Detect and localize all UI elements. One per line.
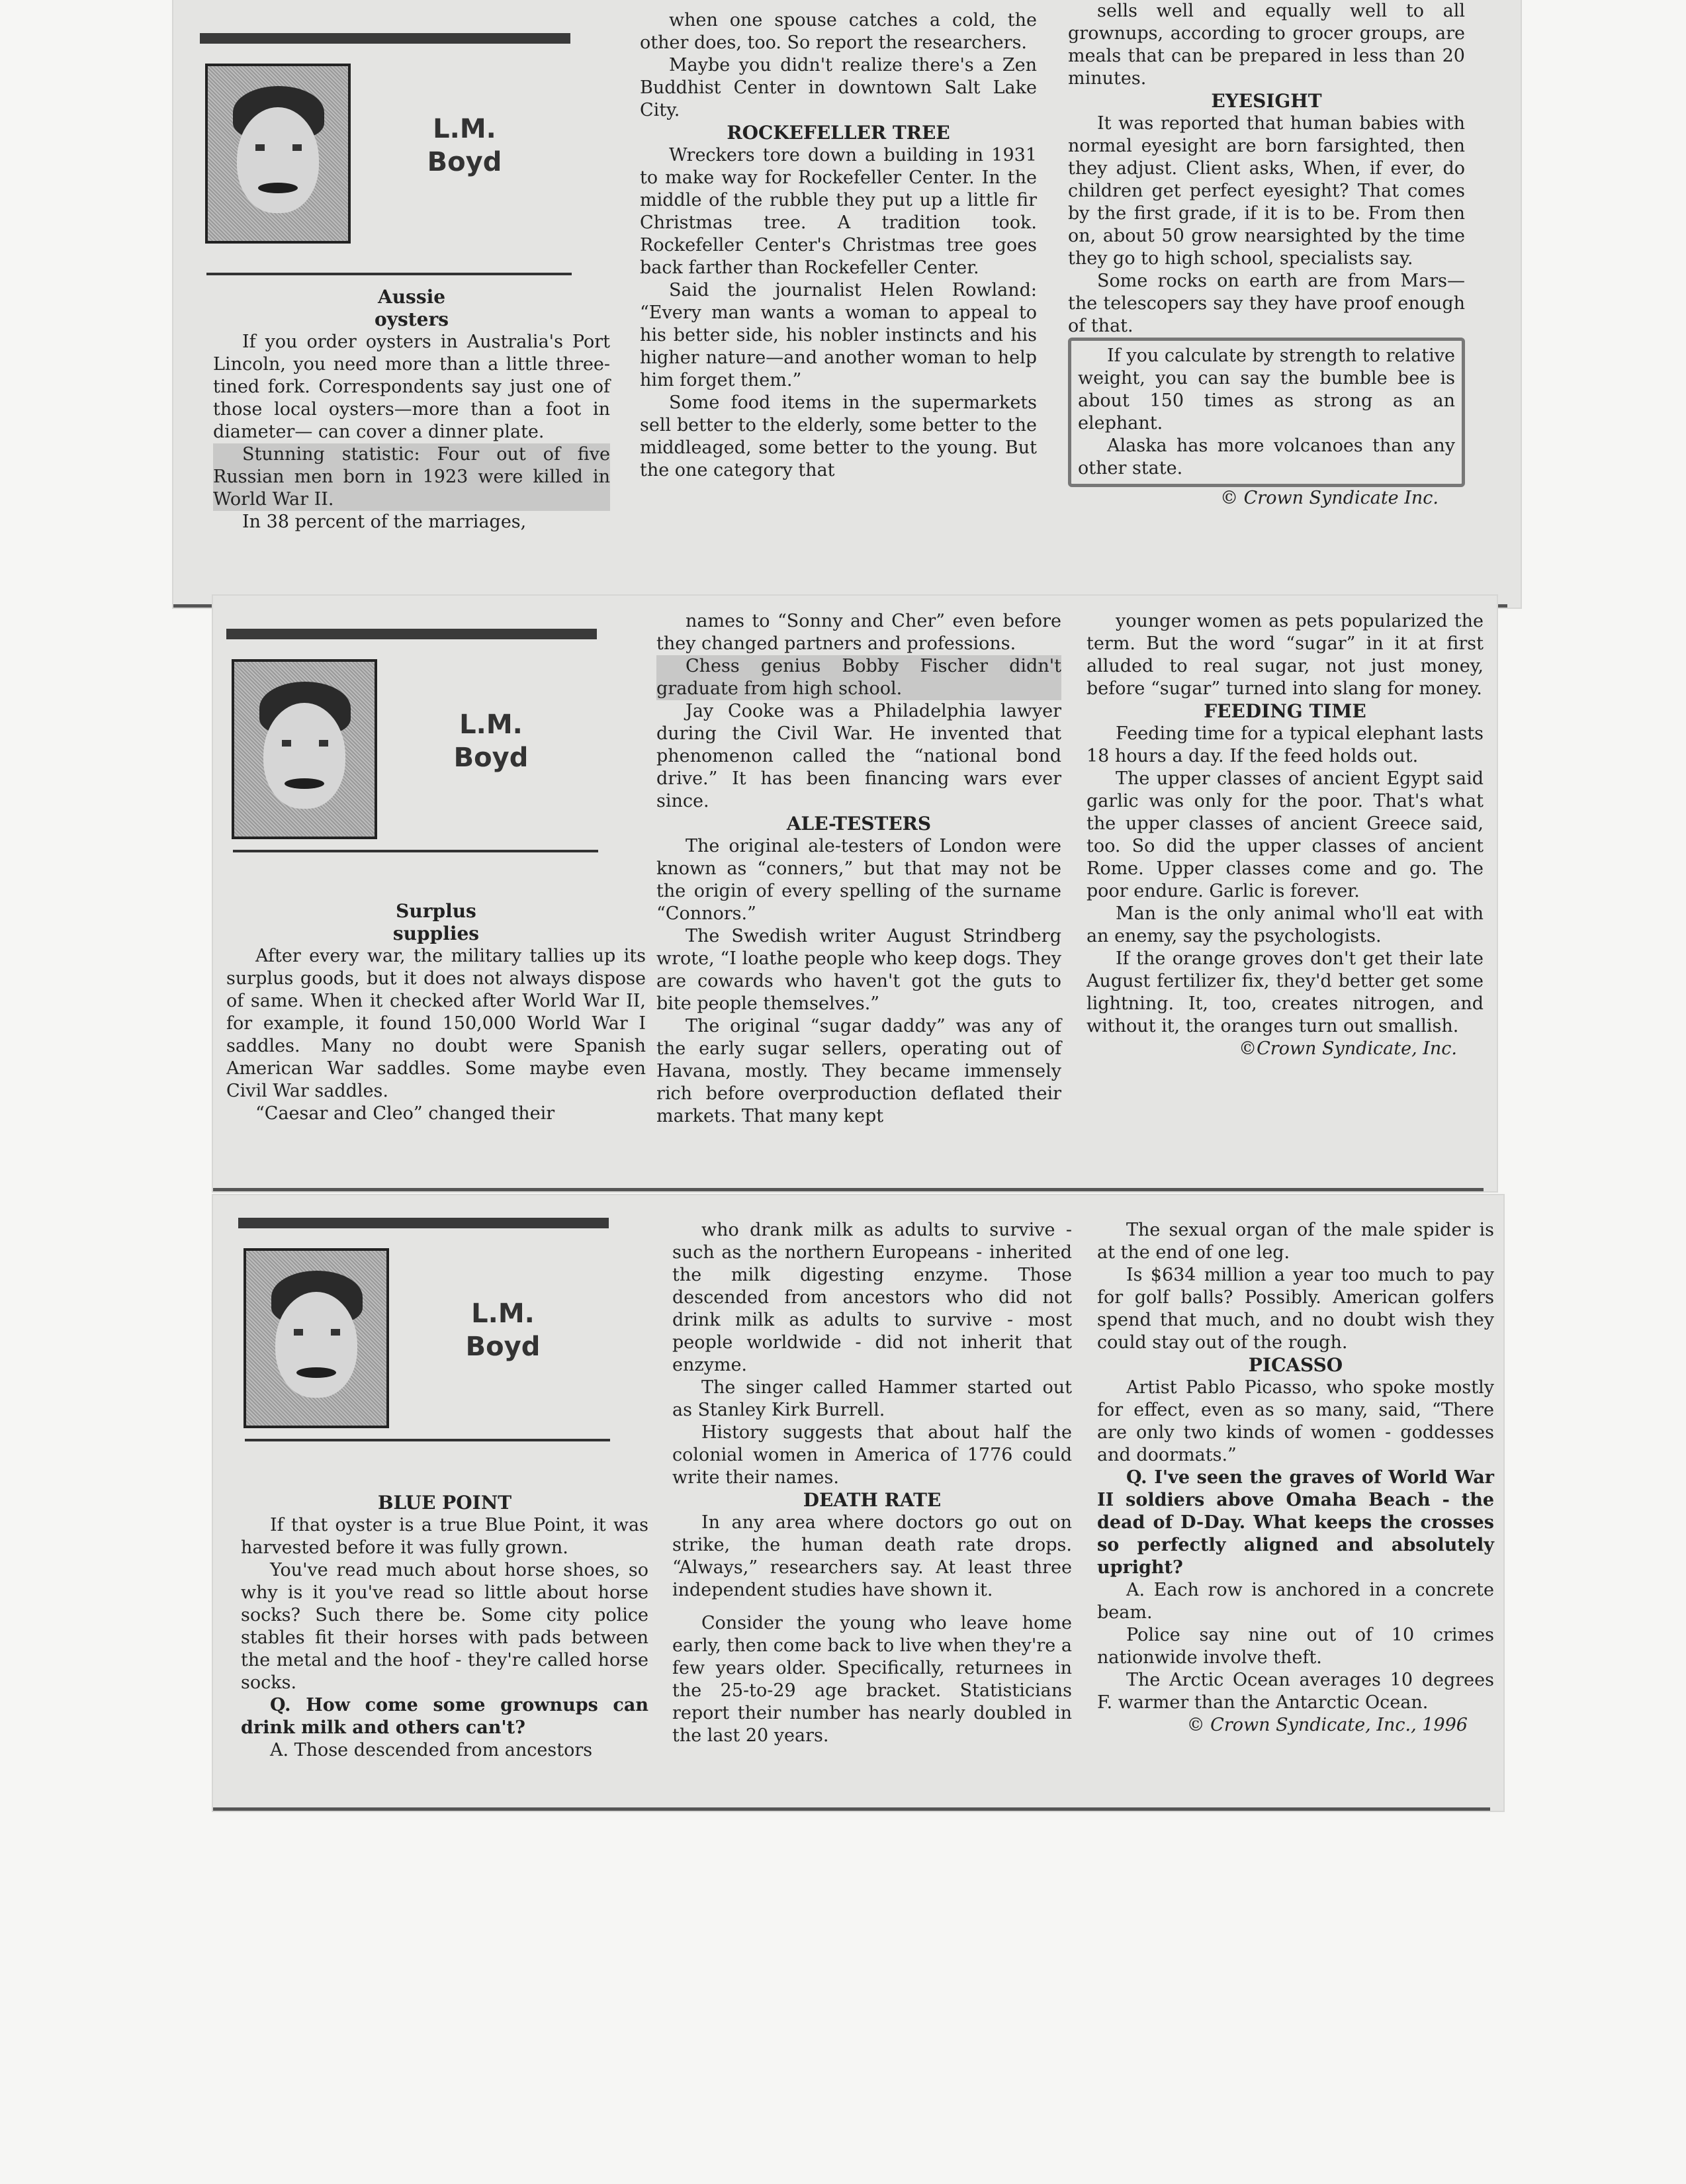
paragraph: Some rocks on earth are from Mars—the telescopers say they have proof enough of that. bbox=[1068, 271, 1465, 336]
photo-mustache bbox=[296, 1367, 336, 1378]
paragraph: Police say nine out of 10 crimes nationwide involve theft. bbox=[1097, 1625, 1494, 1668]
paragraph: After every war, the military tallies up its surplus goods, but it does not always dispose of same. When it checked after World War II, for example, it found 150,000 World War I saddles. Many no doubt were Spanish American War saddles. Some maybe even Civil War saddles. bbox=[226, 946, 646, 1101]
photo-mustache bbox=[258, 183, 298, 193]
paragraph: Consider the young who leave home early, then come back to live when they're a few years older. Specifically, returnees in the 25-to-29 age bracket. Statisticians report their number has nearly doubled in the last 20 years. bbox=[672, 1613, 1072, 1746]
paragraph: If that oyster is a true Blue Point, it was harvested before it was fully grown. bbox=[241, 1515, 648, 1558]
paragraph: The sexual organ of the male spider is at the end of one leg. bbox=[1097, 1220, 1494, 1263]
header-rule bbox=[245, 1439, 610, 1441]
photo-mustache bbox=[285, 778, 324, 789]
author-byline: L.M. Boyd bbox=[453, 709, 529, 773]
headline: supplies bbox=[392, 923, 480, 944]
photo-face bbox=[275, 1292, 357, 1398]
paragraph: The Swedish writer August Strindberg wrote, “I loathe people who keep dogs. They are cowards who haven't got the guts to bite people themselves.” bbox=[656, 926, 1061, 1014]
photo-face bbox=[263, 703, 345, 809]
header-bar bbox=[200, 33, 570, 44]
paragraph: younger women as pets popularized the term. But the word “sugar” in it at first alluded to real sugar, not just money, before “sugar” turned into slang for money. bbox=[1087, 611, 1484, 699]
paragraph: Stunning statistic: Four out of five Russian men born in 1923 were killed in World War II. bbox=[213, 444, 610, 510]
paragraph: names to “Sonny and Cher” even before they changed partners and professions. bbox=[656, 611, 1061, 654]
headline: ROCKEFELLER TREE bbox=[727, 122, 950, 144]
clipping-1 bbox=[173, 0, 1521, 608]
paragraph: In 38 percent of the marriages, bbox=[242, 512, 527, 532]
paragraph: If you calculate by strength to relative weight, you can say the bumble bee is about 150 times as strong as an elephant. bbox=[1078, 345, 1455, 433]
paragraph: The Arctic Ocean averages 10 degrees F. warmer than the Antarctic Ocean. bbox=[1097, 1670, 1494, 1713]
column-3 bbox=[1068, 0, 1465, 510]
paragraph: Chess genius Bobby Fischer didn't graduate from high school. bbox=[656, 656, 1061, 699]
header-rule bbox=[206, 273, 572, 275]
paragraph: A. Those descended from ancestors bbox=[270, 1740, 593, 1760]
paragraph: The singer called Hammer started out as Stanley Kirk Burrell. bbox=[672, 1377, 1072, 1420]
paragraph: Alaska has more volcanoes than any other state. bbox=[1078, 435, 1455, 478]
clipping-2 bbox=[213, 596, 1497, 1191]
author-photo bbox=[205, 64, 351, 244]
paragraph: The upper classes of ancient Egypt said garlic was only for the poor. That's what the upper classes of ancient Greece said, too. So did the upper classes of ancient Rome. Upper classes come and go. The poor endure. Garlic is forever. bbox=[1087, 768, 1484, 901]
header-rule bbox=[233, 850, 598, 852]
paragraph: Is $634 million a year too much to pay for golf balls? Possibly. American golfers spend that much, and no doubt wish they could stay out of the rough. bbox=[1097, 1265, 1494, 1353]
photo-face bbox=[237, 107, 319, 213]
headline: Aussie bbox=[377, 286, 446, 308]
paragraph: The original ale-testers of London were known as “conners,” but that may not be the origin of every spelling of the surname “Connors.” bbox=[656, 836, 1061, 924]
paragraph: Artist Pablo Picasso, who spoke mostly for effect, even as so many, said, “There are only two kinds of women - goddesses and doormats.” bbox=[1097, 1377, 1494, 1465]
paragraph: Said the journalist Helen Rowland: “Every man wants a woman to appeal to his better side, his nobler instincts and his higher nature—and another woman to help him forget them.” bbox=[640, 280, 1037, 390]
paragraph: If the orange groves don't get their late August fertilizer fix, they'd better get some lightning. It, too, creates nitrogen, and without it, the oranges turn out smallish. bbox=[1087, 948, 1484, 1036]
paragraph: Man is the only animal who'll eat with an enemy, say the psychologists. bbox=[1087, 903, 1484, 946]
photo-eyes bbox=[282, 740, 328, 747]
paragraph: sells well and equally well to all grownups, according to grocer groups, are meals that can be prepared in less than 20 minutes. bbox=[1068, 1, 1465, 89]
headline: BLUE POINT bbox=[377, 1492, 512, 1514]
question: Q. How come some grownups can drink milk and others can't? bbox=[241, 1695, 648, 1738]
headline: FEEDING TIME bbox=[1204, 700, 1366, 722]
paragraph: If you order oysters in Australia's Port Lincoln, you need more than a little three-tined fork. Correspondents say just one of those local oysters—more than a foot in diameter— can cover a dinner plate. bbox=[213, 332, 610, 442]
headline: PICASSO bbox=[1248, 1354, 1343, 1376]
paragraph: “Caesar and Cleo” changed their bbox=[255, 1103, 555, 1124]
column-2 bbox=[656, 610, 1061, 1128]
header-bar bbox=[226, 629, 597, 639]
column-2 bbox=[640, 9, 1037, 482]
paragraph: In any area where doctors go out on strike, the human death rate drops. “Always,” researchers say. At least three independent studies have shown it. bbox=[672, 1512, 1072, 1600]
bottom-rule bbox=[213, 1807, 1490, 1811]
paragraph: You've read much about horse shoes, so why is it you've read so little about horse socks? Such there be. Some city police stables fit their horses with pads between the metal and the hoof - they're called horse socks. bbox=[241, 1560, 648, 1693]
paragraph: Wreckers tore down a building in 1931 to make way for Rockefeller Center. In the middle of the rubble they put up a little fir Christmas tree. A tradition took. Rockefeller Center's Christmas tree goes back farther than Rockefeller Center. bbox=[640, 145, 1037, 278]
column-1 bbox=[213, 286, 610, 533]
question: Q. I've seen the graves of World War II soldiers above Omaha Beach - the dead of D-Day. What keeps the crosses so perfectly aligned and absolutely upright? bbox=[1097, 1467, 1494, 1578]
column-3 bbox=[1087, 610, 1484, 1060]
bottom-rule bbox=[213, 1188, 1484, 1191]
author-byline: L.M. Boyd bbox=[427, 114, 502, 177]
paragraph: who drank milk as adults to survive - such as the northern Europeans - inherited the milk digesting enzyme. Those descended from ancestors who did not drink milk as adults to survive - most people worldwide - did not inherit that enzyme. bbox=[672, 1220, 1072, 1375]
paragraph: Maybe you didn't realize there's a Zen Buddhist Center in downtown Salt Lake City. bbox=[640, 55, 1037, 120]
column-1 bbox=[226, 900, 646, 1125]
author-photo bbox=[232, 659, 377, 839]
clipping-3 bbox=[213, 1195, 1503, 1811]
copyright-signature: ©Crown Syndicate, Inc. bbox=[1239, 1038, 1457, 1059]
paragraph: A. Each row is anchored in a concrete beam. bbox=[1097, 1580, 1494, 1623]
headline: oysters bbox=[375, 308, 449, 330]
paragraph: Feeding time for a typical elephant lasts 18 hours a day. If the feed holds out. bbox=[1087, 723, 1484, 766]
paragraph: It was reported that human babies with normal eyesight are born farsighted, then they adjust. Client asks, When, if ever, do children get perfect eyesight? That comes by the first grade, if it is to be. From then on, about 50 grow nearsighted by the time they go to high school, specialists say. bbox=[1068, 113, 1465, 269]
headline: Surplus bbox=[396, 900, 476, 922]
circled-passage bbox=[1068, 338, 1465, 487]
paragraph: History suggests that about half the colonial women in America of 1776 could write their names. bbox=[672, 1422, 1072, 1488]
column-2 bbox=[672, 1219, 1072, 1747]
headline: DEATH RATE bbox=[803, 1489, 942, 1511]
header-bar bbox=[238, 1218, 609, 1228]
paragraph: The original “sugar daddy” was any of the early sugar sellers, operating out of Havana, mostly. They became immensely rich before overproduction deflated their markets. That many kept bbox=[656, 1016, 1061, 1126]
copyright-signature: © Crown Syndicate, Inc., 1996 bbox=[1186, 1715, 1468, 1735]
author-byline: L.M. Boyd bbox=[465, 1298, 541, 1362]
paragraph: Some food items in the supermarkets sell better to the elderly, some better to the middleaged, some better to the young. But the one category that bbox=[640, 392, 1037, 480]
headline: ALE-TESTERS bbox=[786, 813, 932, 835]
photo-eyes bbox=[294, 1329, 340, 1336]
column-3 bbox=[1097, 1219, 1494, 1737]
paragraph: when one spouse catches a cold, the other does, too. So report the researchers. bbox=[640, 10, 1037, 53]
copyright-signature: © Crown Syndicate Inc. bbox=[1220, 488, 1439, 508]
column-1 bbox=[241, 1492, 648, 1762]
headline: EYESIGHT bbox=[1211, 90, 1322, 112]
paragraph: Jay Cooke was a Philadelphia lawyer during the Civil War. He invented that phenomenon called the “national bond drive.” It has been financing wars ever since. bbox=[656, 701, 1061, 811]
photo-eyes bbox=[255, 144, 302, 151]
author-photo bbox=[244, 1248, 389, 1428]
